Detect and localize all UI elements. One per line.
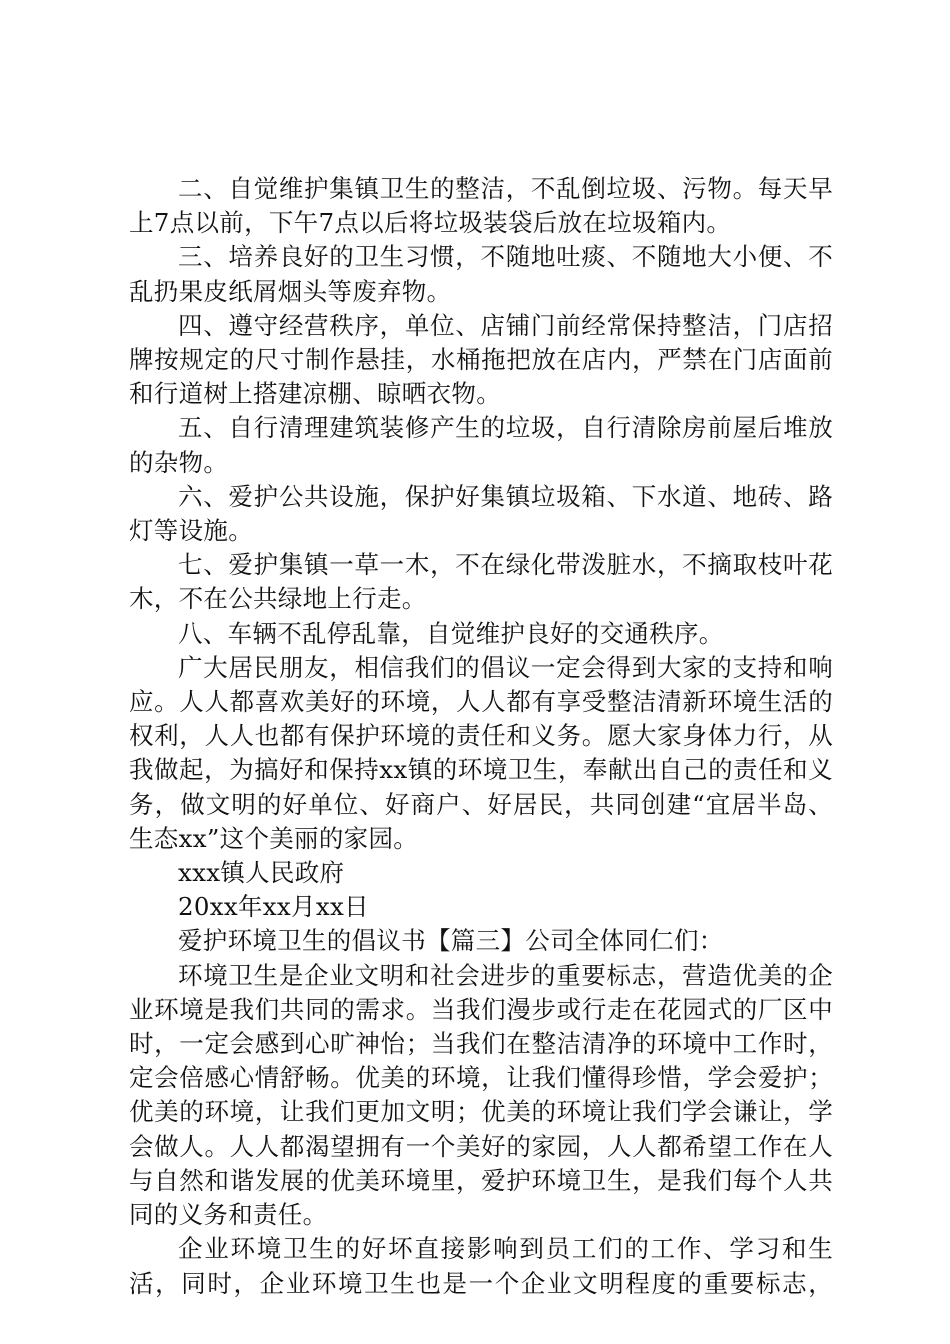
paragraph-item-5: 五、自行清理建筑装修产生的垃圾，自行清除房前屋后堆放的杂物。 bbox=[129, 413, 833, 477]
paragraph-item-6: 六、爱护公共设施，保护好集镇垃圾箱、下水道、地砖、路灯等设施。 bbox=[129, 481, 833, 546]
signature-date: 20xx年xx月xx日 bbox=[178, 892, 369, 922]
paragraph-appeal: 广大居民朋友，相信我们的倡议一定会得到大家的支持和响应。人人都喜欢美好的环境，人人都有享受整洁清新环境生活的权利，人人也都有保护环境的责任和义务。愿大家身体力行，从我做起，为搞好和保持xx镇的环境卫生，奉献出自己的责任和义务，做文明的好单位、好商户、好居民，共同创建“宜居半岛、生态xx”这个美丽的家园。 bbox=[129, 652, 833, 853]
paragraph-item-7: 七、爱护集镇一草一木，不在绿化带泼脏水，不摘取枝叶花木，不在公共绿地上行走。 bbox=[129, 550, 833, 614]
paragraph-environment-intro: 环境卫生是企业文明和社会进步的重要标志，营造优美的企业环境是我们共同的需求。当我们漫步或行走在花园式的厂区中时，一定会感到心旷神怡；当我们在整洁清净的环境中工作时，定会倍感心情舒畅。优美的环境，让我们懂得珍惜，学会爱护；优美的环境，让我们更加文明；优美的环境让我们学会谦让，学会做人。人人都渴望拥有一个美好的家园，人人都希望工作在人与自然和谐发展的优美环境里，爱护环境卫生，是我们每个人共同的义务和责任。 bbox=[129, 960, 833, 1230]
paragraph-item-8: 八、车辆不乱停乱靠，自觉维护良好的交通秩序。 bbox=[178, 618, 724, 648]
signature-issuer: xxx镇人民政府 bbox=[178, 858, 345, 888]
paragraph-environment-impact: 企业环境卫生的好坏直接影响到员工们的工作、学习和生活，同时，企业环境卫生也是一个企业文明程度的重要标志， bbox=[129, 1234, 833, 1298]
document-body bbox=[129, 172, 833, 1301]
paragraph-item-3: 三、培养良好的卫生习惯，不随地吐痰、不随地大小便、不乱扔果皮纸屑烟头等废弃物。 bbox=[129, 242, 833, 306]
section-title-part-three: 爱护环境卫生的倡议书【篇三】公司全体同仁们： bbox=[178, 926, 724, 956]
paragraph-item-4: 四、遵守经营秩序，单位、店铺门前经常保持整洁，门店招牌按规定的尺寸制作悬挂，水桶拖把放在店内，严禁在门店面前和行道树上搭建凉棚、晾晒衣物。 bbox=[129, 310, 833, 409]
paragraph-item-2: 二、自觉维护集镇卫生的整洁，不乱倒垃圾、污物。每天早上7点以前，下午7点以后将垃圾装袋后放在垃圾箱内。 bbox=[129, 174, 833, 238]
